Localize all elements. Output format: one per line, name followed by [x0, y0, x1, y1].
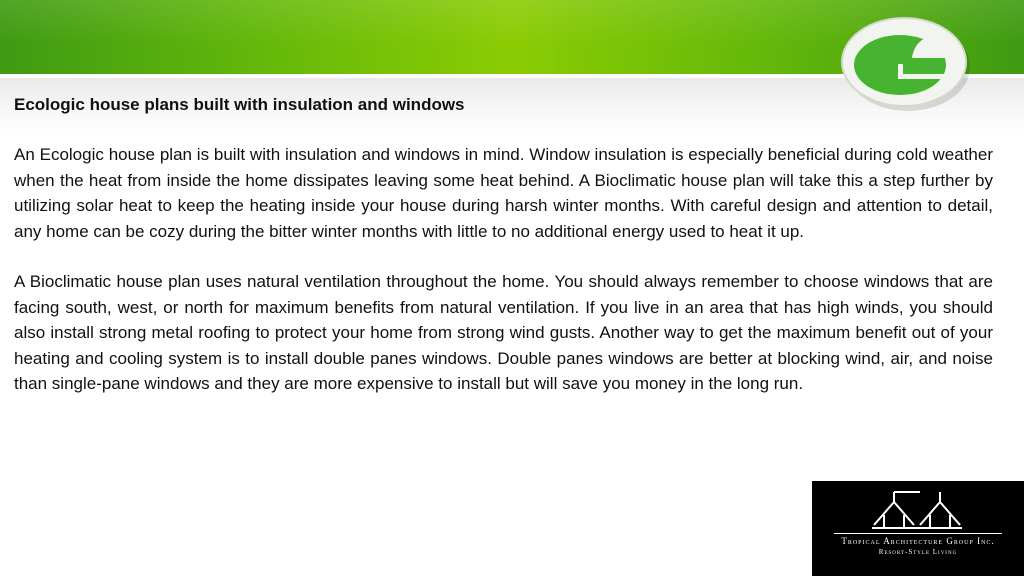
brand-divider — [834, 533, 1002, 534]
slide-content — [14, 94, 993, 422]
house-roofs-logo-icon — [812, 481, 1024, 541]
brand-tagline: Resort-Style Living — [878, 548, 958, 556]
brand-name: Tropical Architecture Group Inc. — [841, 536, 995, 546]
body-paragraph: An Ecologic house plan is built with insulation and windows in mind. Window insulation is especially beneficial during cold weather when the heat from inside the home dissipates leaving some heat behind. A Bioclimatic house plan will take this a step further by utilizing solar heat to keep the heating inside your house during harsh winter months. With careful design and attention to detail, any home can be cozy during the bitter winter months with little to no additional energy used to heat it up. — [14, 145, 993, 241]
slide-title: Ecologic house plans built with insulation and windows — [14, 95, 465, 114]
body-paragraph: A Bioclimatic house plan uses natural ventilation throughout the home. You should always remember to choose windows that are facing south, west, or north for maximum benefits from natural ventilation. If you live in an area that has high winds, you should also install strong metal roofing to protect your home from strong wind gusts. Another way to get the maximum benefit out of your heating and cooling system is to install double panes windows. Double panes windows are better at blocking wind, air, and noise than single-pane windows and they are more expensive to install but will save you money in the long run. — [14, 272, 993, 393]
brand-logo-box — [812, 481, 1024, 576]
